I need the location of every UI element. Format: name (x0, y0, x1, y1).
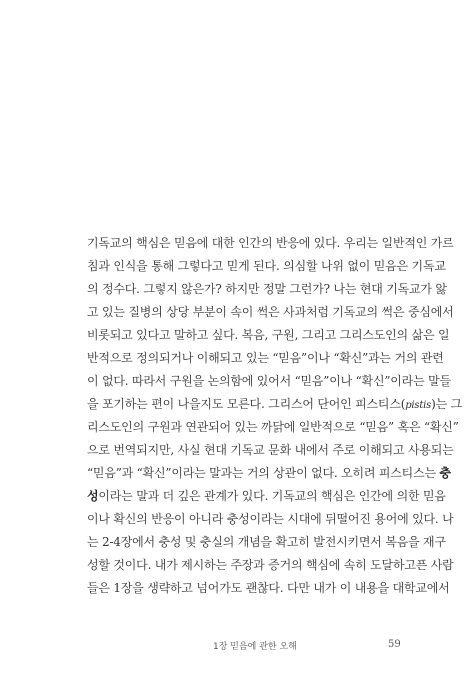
text-line-1: 기독교의 핵심은 믿음에 대한 인간의 반응에 있다. 우리는 일반적인 가르 (87, 236, 454, 250)
text-line-10: 으로 번역되지만, 사실 현대 기독교 문화 내에서 주로 이해되고 사용되는 (87, 443, 454, 457)
text-line-13: 이나 확신의 반응이 아니라 충성이라는 시대에 뒤떨어진 용어에 있다. 나 (87, 512, 454, 526)
running-head: 1장 믿음에 관한 오해 (213, 642, 297, 652)
text-line-14: 는 2-4장에서 충성 및 충실의 개념을 확고히 발전시키면서 복음을 재구 (87, 535, 446, 549)
text-line-8-end: )는 그 (431, 397, 462, 411)
text-line-7: 이 없다. 따라서 구원을 논의함에 있어서 “믿음”이나 “확신”이라는 말들 (87, 374, 451, 388)
text-line-5: 비롯되고 있다고 말하고 싶다. 복음, 구원, 그리고 그리스도인의 삶은 일 (87, 328, 450, 342)
text-line-11 (87, 462, 451, 484)
text-line-11-start: “믿음”과 “확신”이라는 말과는 거의 상관이 없다. 오히려 피스티스는 (87, 466, 440, 480)
emphasis-bold-1: 충 (439, 466, 451, 480)
text-line-3: 의 정수다. 그렇지 않은가? 하지만 정말 그런가? 나는 현대 기독교가 앓 (87, 282, 447, 296)
text-line-6: 반적으로 정의되거나 이해되고 있는 “믿음”이나 “확신”과는 거의 관련 (87, 351, 444, 365)
text-line-9: 리스도인의 구원과 연관되어 있는 까닭에 일반적으로 “믿음” 혹은 “확신” (87, 420, 459, 434)
text-line-12-rest: 이라는 말과 더 깊은 관계가 있다. 기독교의 핵심은 인간에 의한 믿음 (98, 489, 446, 503)
text-line-8-start: 을 포기하는 편이 나을지도 모른다. 그리스어 단어인 피스티스( (87, 397, 406, 411)
page-number: 59 (388, 639, 401, 650)
text-line-15: 성할 것이다. 내가 제시하는 주장과 증거의 핵심에 속히 도달하고픈 사람 (87, 558, 454, 572)
emphasis-bold-2: 성 (87, 489, 99, 503)
text-line-2: 침과 인식을 통해 그렇다고 믿게 된다. 의심할 나위 없이 믿음은 기독교 (87, 259, 446, 273)
text-line-4: 고 있는 질병의 상당 부분이 속이 썩은 사과처럼 기독교의 썩은 중심에서 (87, 305, 454, 319)
text-line-12 (87, 485, 446, 507)
pistis-italic: pistis (405, 400, 432, 411)
text-line-8 (87, 393, 462, 415)
text-line-16: 들은 1장을 생략하고 넘어가도 괜찮다. 다만 내가 이 내용을 대학교에서 (87, 581, 450, 595)
page-footer (0, 639, 470, 655)
